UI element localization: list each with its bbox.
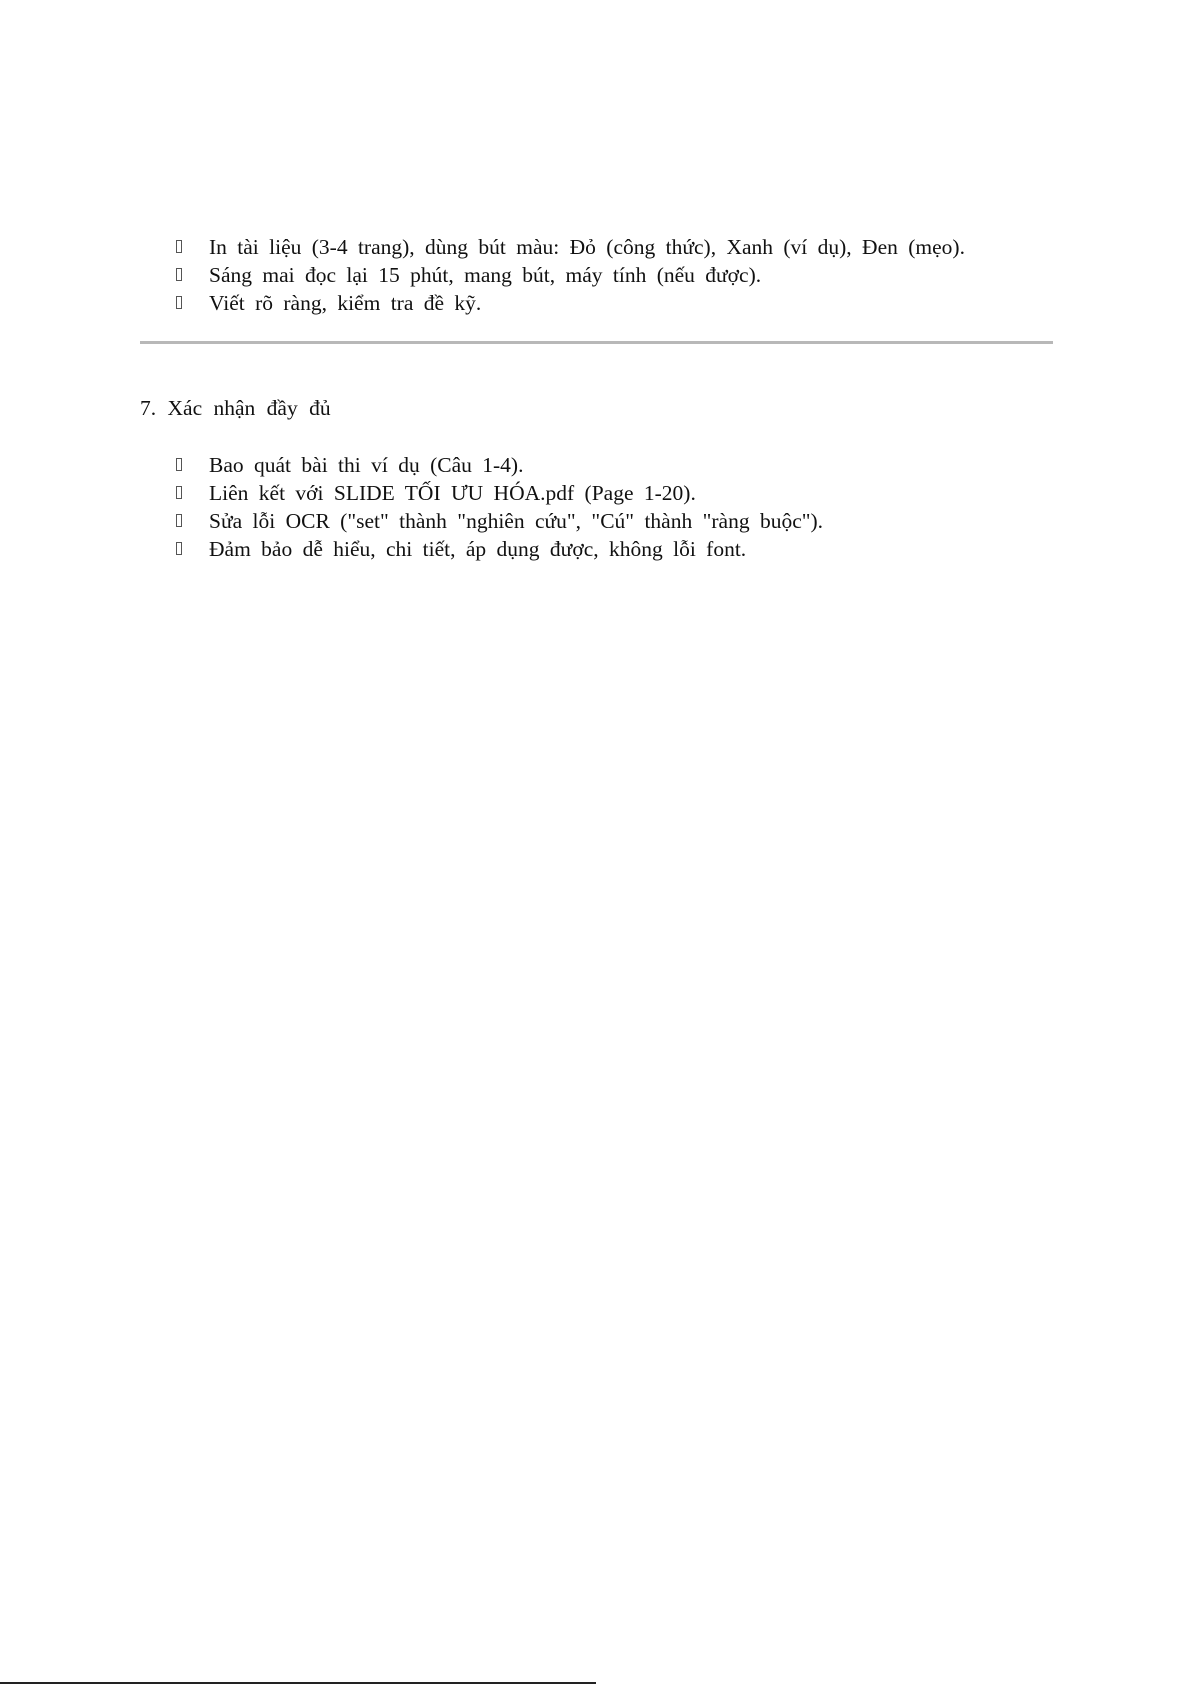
- list-item-text: Liên kết với SLIDE TỐI ƯU HÓA.pdf (Page 1-20).: [209, 481, 696, 505]
- bullet-box-icon: [174, 451, 186, 479]
- footer-rule: [0, 1682, 596, 1684]
- bullet-box-icon: [174, 261, 186, 289]
- list-item-text: Viết rõ ràng, kiểm tra đề kỹ.: [209, 291, 482, 315]
- list-item-text: Sáng mai đọc lại 15 phút, mang bút, máy tính (nếu được).: [209, 263, 762, 287]
- section-number: 7.: [140, 396, 157, 420]
- list-item-text: In tài liệu (3-4 trang), dùng bút màu: Đỏ (công thức), Xanh (ví dụ), Đen (mẹo).: [209, 235, 965, 259]
- bullet-box-icon: [174, 507, 186, 535]
- bullet-box-icon: [174, 289, 186, 317]
- list-item-text: Đảm bảo dễ hiểu, chi tiết, áp dụng được, không lỗi font.: [209, 537, 747, 561]
- section-title: Xác nhận đầy đủ: [167, 396, 331, 420]
- bullet-box-icon: [174, 479, 186, 507]
- section-divider: [140, 341, 1053, 344]
- list-item-text: Bao quát bài thi ví dụ (Câu 1-4).: [209, 453, 524, 477]
- bullet-box-icon: [174, 233, 186, 261]
- list-item-text: Sửa lỗi OCR ("set" thành "nghiên cứu", "Cú" thành "ràng buộc").: [209, 509, 824, 533]
- section-heading: [140, 394, 331, 422]
- bullet-box-icon: [174, 535, 186, 563]
